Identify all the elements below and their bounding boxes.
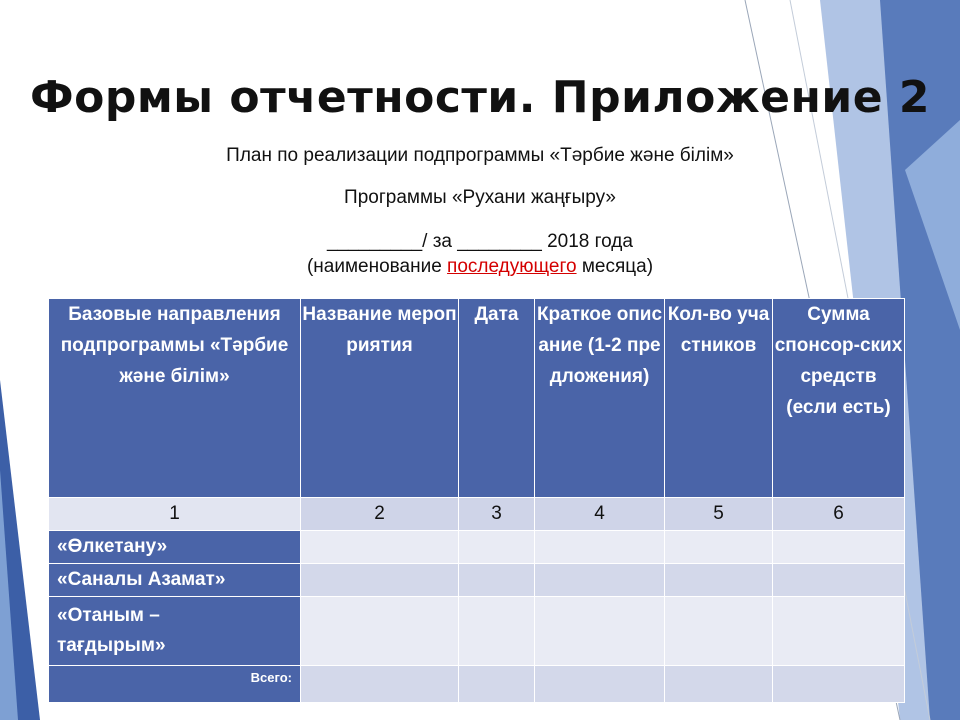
note-highlight: последующего [447,256,577,277]
column-number: 6 [773,498,905,531]
table-cell[interactable] [301,666,459,703]
column-number: 4 [535,498,665,531]
table-row [49,531,905,564]
header-cell: Название мероприятия [301,299,459,498]
table-total-row [49,666,905,703]
table-cell[interactable] [665,531,773,564]
table-cell[interactable] [459,597,535,666]
row-label: «Саналы Азамат» [49,564,301,597]
table-cell[interactable] [459,666,535,703]
header-cell: Базовые направления подпрограммы «Тәрбие және білім» [49,299,301,498]
column-number: 5 [665,498,773,531]
table-cell[interactable] [535,666,665,703]
table-cell[interactable] [665,597,773,666]
subtitle-note [0,255,960,279]
table-cell[interactable] [301,597,459,666]
slide-title: Формы отчетности. Приложение 2 [29,72,931,123]
table-cell[interactable] [535,531,665,564]
table-cell[interactable] [773,564,905,597]
table-cell[interactable] [459,564,535,597]
table-cell[interactable] [665,666,773,703]
table-cell[interactable] [535,564,665,597]
table-cell[interactable] [665,564,773,597]
column-number: 1 [49,498,301,531]
table-cell[interactable] [773,597,905,666]
header-cell: Кол-во участников [665,299,773,498]
report-table [48,298,905,703]
subtitle-program: Программы «Рухани жаңғыру» [344,187,616,208]
header-cell: Дата [459,299,535,498]
subtitle-plan: План по реализации подпрограммы «Тәрбие және білім» [226,145,734,166]
row-label: «Өлкетану» [49,531,301,564]
table-row [49,564,905,597]
total-label: Всего: [49,666,301,703]
table-cell[interactable] [459,531,535,564]
table-cell[interactable] [773,531,905,564]
column-number: 3 [459,498,535,531]
table-header-row [49,299,905,498]
header-cell: Сумма спонсор-ских средств (если есть) [773,299,905,498]
row-label: «Отаным – тағдырым» [49,597,301,666]
note-prefix: (наименование [306,256,448,277]
header-cell: Краткое описание (1-2 предложения) [535,299,665,498]
table-cell[interactable] [301,531,459,564]
note-suffix: месяца) [576,256,654,277]
column-number-row [49,498,905,531]
table-row [49,597,905,666]
table-cell[interactable] [535,597,665,666]
table-cell[interactable] [773,666,905,703]
table-cell[interactable] [301,564,459,597]
column-number: 2 [301,498,459,531]
subtitle-period: _________/ за ________ 2018 года [327,231,633,252]
